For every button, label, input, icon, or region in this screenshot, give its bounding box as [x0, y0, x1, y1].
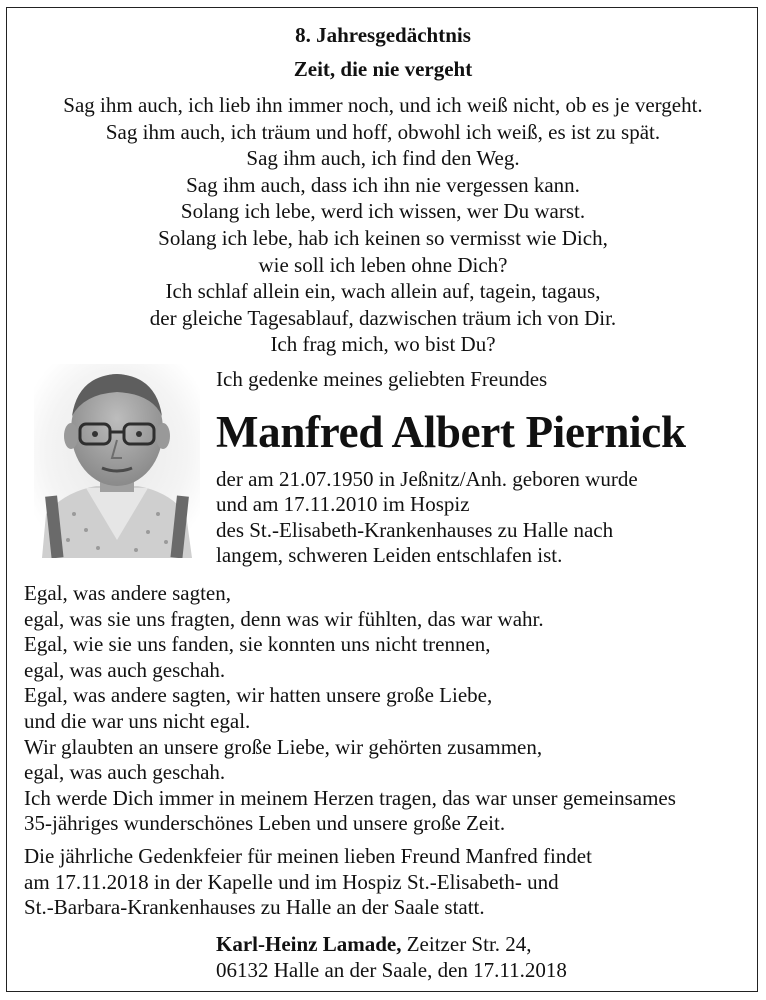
intro-text: Ich gedenke meines geliebten Freundes [216, 367, 548, 391]
life-info [216, 467, 638, 569]
signature-name: Karl-Heinz Lamade, [216, 932, 402, 956]
life-line: der am 21.07.1950 in Jeßnitz/Anh. geboren wurde [216, 467, 638, 491]
signature-city-date: 06132 Halle an der Saale, den 17.11.2018 [216, 957, 567, 982]
notice-line: am 17.11.2018 in der Kapelle und im Hospiz St.-Elisabeth- und [24, 869, 559, 894]
life-line: langem, schweren Leiden entschlafen ist. [216, 543, 563, 568]
verse-line: Egal, wie sie uns fanden, sie konnten uns nicht trennen, [24, 632, 491, 657]
poem-line: Sag ihm auch, ich lieb ihn immer noch, und ich weiß nicht, ob es je vergeht. [63, 93, 703, 117]
poem [0, 92, 766, 358]
life-line: und am 17.11.2010 im Hospiz [216, 492, 470, 517]
verse-line: und die war uns nicht egal. [24, 708, 251, 733]
verse-line: Wir glaubten an unsere große Liebe, wir gehörten zusammen, [24, 734, 543, 759]
poem-line: wie soll ich leben ohne Dich? [258, 252, 508, 277]
notice-line: Die jährliche Gedenkfeier für meinen lieben Freund Manfred findet [24, 844, 592, 868]
verse-line: Egal, was andere sagten, wir hatten unsere große Liebe, [24, 683, 493, 708]
poem-line: Ich schlaf allein ein, wach allein auf, tagein, tagaus, [165, 279, 601, 304]
verse-line: egal, was auch geschah. [24, 657, 226, 682]
anniversary-heading: 8. Jahresgedächtnis [295, 23, 471, 47]
portrait-photo [34, 364, 200, 558]
deceased-name: Manfred Albert Piernick [216, 407, 686, 457]
verse-line: Ich werde Dich immer in meinem Herzen tragen, das war unser gemeinsames [24, 785, 676, 810]
portrait-illustration [34, 364, 200, 558]
poem-line: der gleiche Tagesablauf, dazwischen träum ich von Dir. [149, 305, 617, 330]
verse-line: egal, was auch geschah. [24, 760, 226, 785]
poem-line: Ich frag mich, wo bist Du? [270, 332, 496, 357]
signature-line [216, 932, 567, 958]
poem-line: Solang ich lebe, hab ich keinen so vermisst wie Dich, [158, 225, 608, 250]
poem-line: Sag ihm auch, ich find den Weg. [246, 146, 520, 171]
signature [216, 932, 567, 983]
verse-line: Egal, was andere sagten, [24, 581, 231, 605]
signature-street: Zeitzer Str. 24, [401, 932, 532, 956]
memorial-notice [24, 844, 592, 921]
notice-line: St.-Barbara-Krankenhauses zu Halle an der Saale statt. [24, 895, 485, 920]
poem-line: Sag ihm auch, ich träum und hoff, obwohl ich weiß, es ist zu spät. [105, 119, 661, 144]
motto-heading: Zeit, die nie vergeht [293, 57, 473, 81]
poem-line: Solang ich lebe, werd ich wissen, wer Du warst. [180, 199, 586, 224]
verse-line: egal, was sie uns fragten, denn was wir fühlten, das war wahr. [24, 606, 544, 631]
verse [24, 581, 676, 837]
life-line: des St.-Elisabeth-Krankenhauses zu Halle nach [216, 517, 614, 542]
verse-line: 35-jähriges wunderschönes Leben und unsere große Zeit. [24, 811, 506, 836]
poem-line: Sag ihm auch, dass ich ihn nie vergessen kann. [186, 172, 580, 197]
